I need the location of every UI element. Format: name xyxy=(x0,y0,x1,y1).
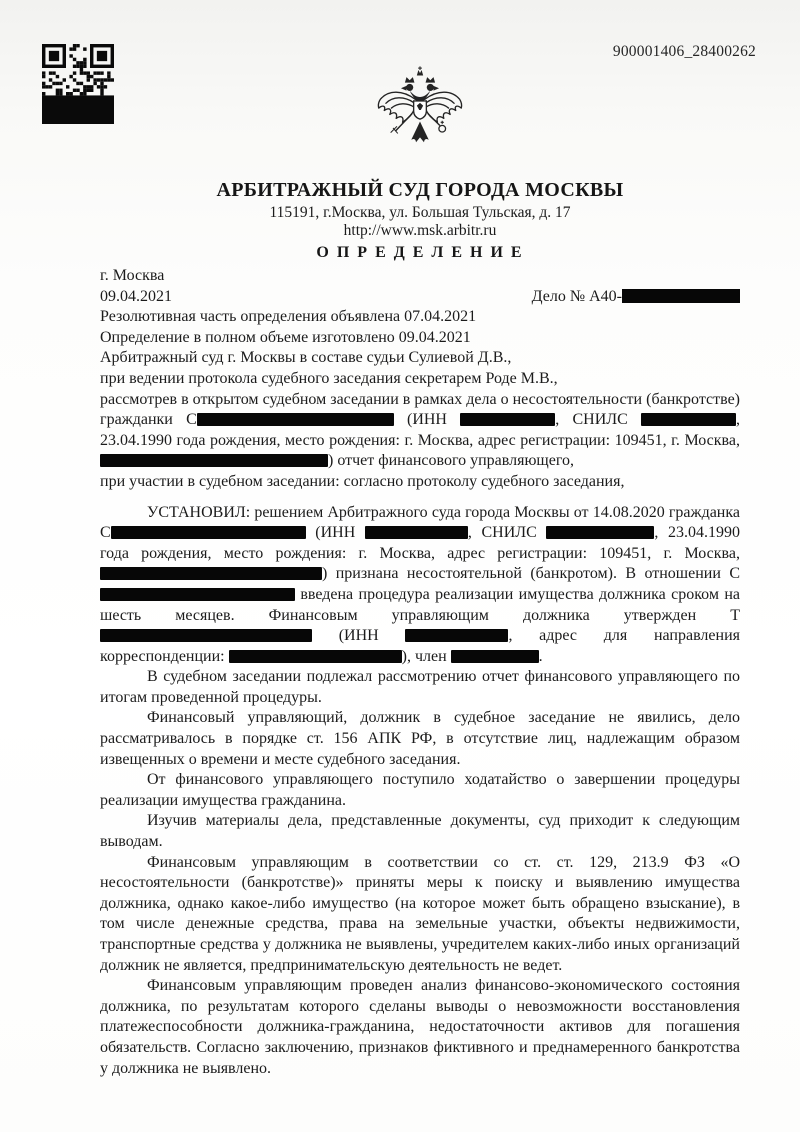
double-headed-eagle-icon xyxy=(372,66,468,166)
ruling-body xyxy=(100,390,740,1080)
secretary-line: при ведении протокола судебного заседания секретарем Роде М.В., xyxy=(100,369,558,387)
redaction-bar xyxy=(451,650,539,663)
case-number-redaction-bar xyxy=(622,289,740,303)
redaction-bar xyxy=(365,526,468,539)
redaction-bar xyxy=(641,413,736,426)
case-number xyxy=(532,287,740,308)
body-paragraph: Финансовым управляющим в соответствии со ст. ст. 129, 213.9 ФЗ «О несостоятельности (банкротстве)» приняты меры к поиску и выявлению имущества должника, однако какое-либо имущество (на которое может быть обращено взыскание), в том числе денежные средства, права на земельные участки, объекты недвижимости, транспортные средства у должника не выявлены, учредителем каких-либо иных организаций должник не является, предпринимательскую деятельность не ведет. xyxy=(100,853,740,974)
body-paragraph: Изучив материалы дела, представленные документы, суд приходит к следующим выводам. xyxy=(100,812,740,851)
court-address: 115191, г.Москва, ул. Большая Тульская, д. 17 xyxy=(269,204,571,221)
ruling-date: 09.04.2021 xyxy=(100,287,172,305)
city-label: г. Москва xyxy=(100,267,165,284)
document-title: О П Р Е Д Е Л Е Н И Е xyxy=(316,244,524,261)
doc-registry-number: 900001406_28400262 xyxy=(612,43,756,60)
case-meta xyxy=(100,266,740,390)
coat-of-arms xyxy=(100,66,740,166)
body-paragraph: Финансовым управляющим проведен анализ финансово-экономического состояния должника, по результатам которого сделаны выводы о невозможности восстановления платежеспособности должника-гражданина, недостаточности активов для погашения обязательств. Согласно заключению, признаков фиктивного и преднамеренного банкротства у должника не выявлено. xyxy=(100,977,740,1077)
document-content xyxy=(100,0,740,1079)
redaction-bar xyxy=(100,454,328,467)
redaction-bar xyxy=(460,413,555,426)
redaction-bar xyxy=(229,650,402,663)
body-paragraph: В судебном заседании подлежал рассмотрению отчет финансового управляющего по итогам проведенной процедуры. xyxy=(100,668,740,706)
date-case-row xyxy=(100,287,740,308)
redaction-bar xyxy=(100,567,322,580)
body-paragraph: От финансового управляющего поступило ходатайство о завершении процедуры реализации имущества гражданина. xyxy=(100,771,740,809)
intro-paragraph: рассмотрев в открытом судебном заседании в рамках дела о несостоятельности (банкротстве) гражданки С (ИНН , СНИЛС , 23.04.1990 года рождения, место рождения: г. Москва, адрес регистрации: 109451, г. Москва, ) отчет финансового управляющего, xyxy=(100,390,741,470)
body-paragraph: Финансовый управляющий, должник в судебное заседание не явились, дело рассматривалось в порядке ст. 156 АПК РФ, в отсутствие лиц, надлежащим образом извещенных о времени и месте судебного заседания. xyxy=(100,709,740,768)
full-text-date-line: Определение в полном объеме изготовлено 09.04.2021 xyxy=(100,328,471,346)
case-number-label: Дело № А40- xyxy=(531,287,622,305)
redaction-bar xyxy=(405,629,508,642)
court-name: АРБИТРАЖНЫЙ СУД ГОРОДА МОСКВЫ xyxy=(216,179,624,201)
ustanovil-paragraph: УСТАНОВИЛ: решением Арбитражного суда города Москвы от 14.08.2020 гражданка С (ИНН , СНИЛС , 23.04.1990 года рождения, место рождения: г. Москва, адрес регистрации: 109451, г. Москва, ) признана несостоятельной (банкротом). В отношении С введена процедура реализации имущества должника сроком на шесть месяцев. Финансовым управляющим должника утвержден Т (ИНН , адрес для направления корреспонденции: ), член . xyxy=(100,503,740,665)
court-website: http://www.msk.arbitr.ru xyxy=(343,222,497,239)
resolutive-part-line: Резолютивная часть определения объявлена 07.04.2021 xyxy=(100,308,477,326)
redaction-bar xyxy=(111,526,306,539)
redaction-bar xyxy=(197,413,394,426)
redaction-bar xyxy=(546,526,654,539)
redaction-bar xyxy=(100,629,312,642)
redaction-bar xyxy=(100,588,295,601)
qr-code-graphic xyxy=(42,44,114,124)
qr-code xyxy=(42,44,114,124)
participation-line: при участии в судебном заседании: согласно протоколу судебного заседания, xyxy=(100,472,625,490)
judge-line: Арбитражный суд г. Москвы в составе судьи Сулиевой Д.В., xyxy=(100,349,512,367)
